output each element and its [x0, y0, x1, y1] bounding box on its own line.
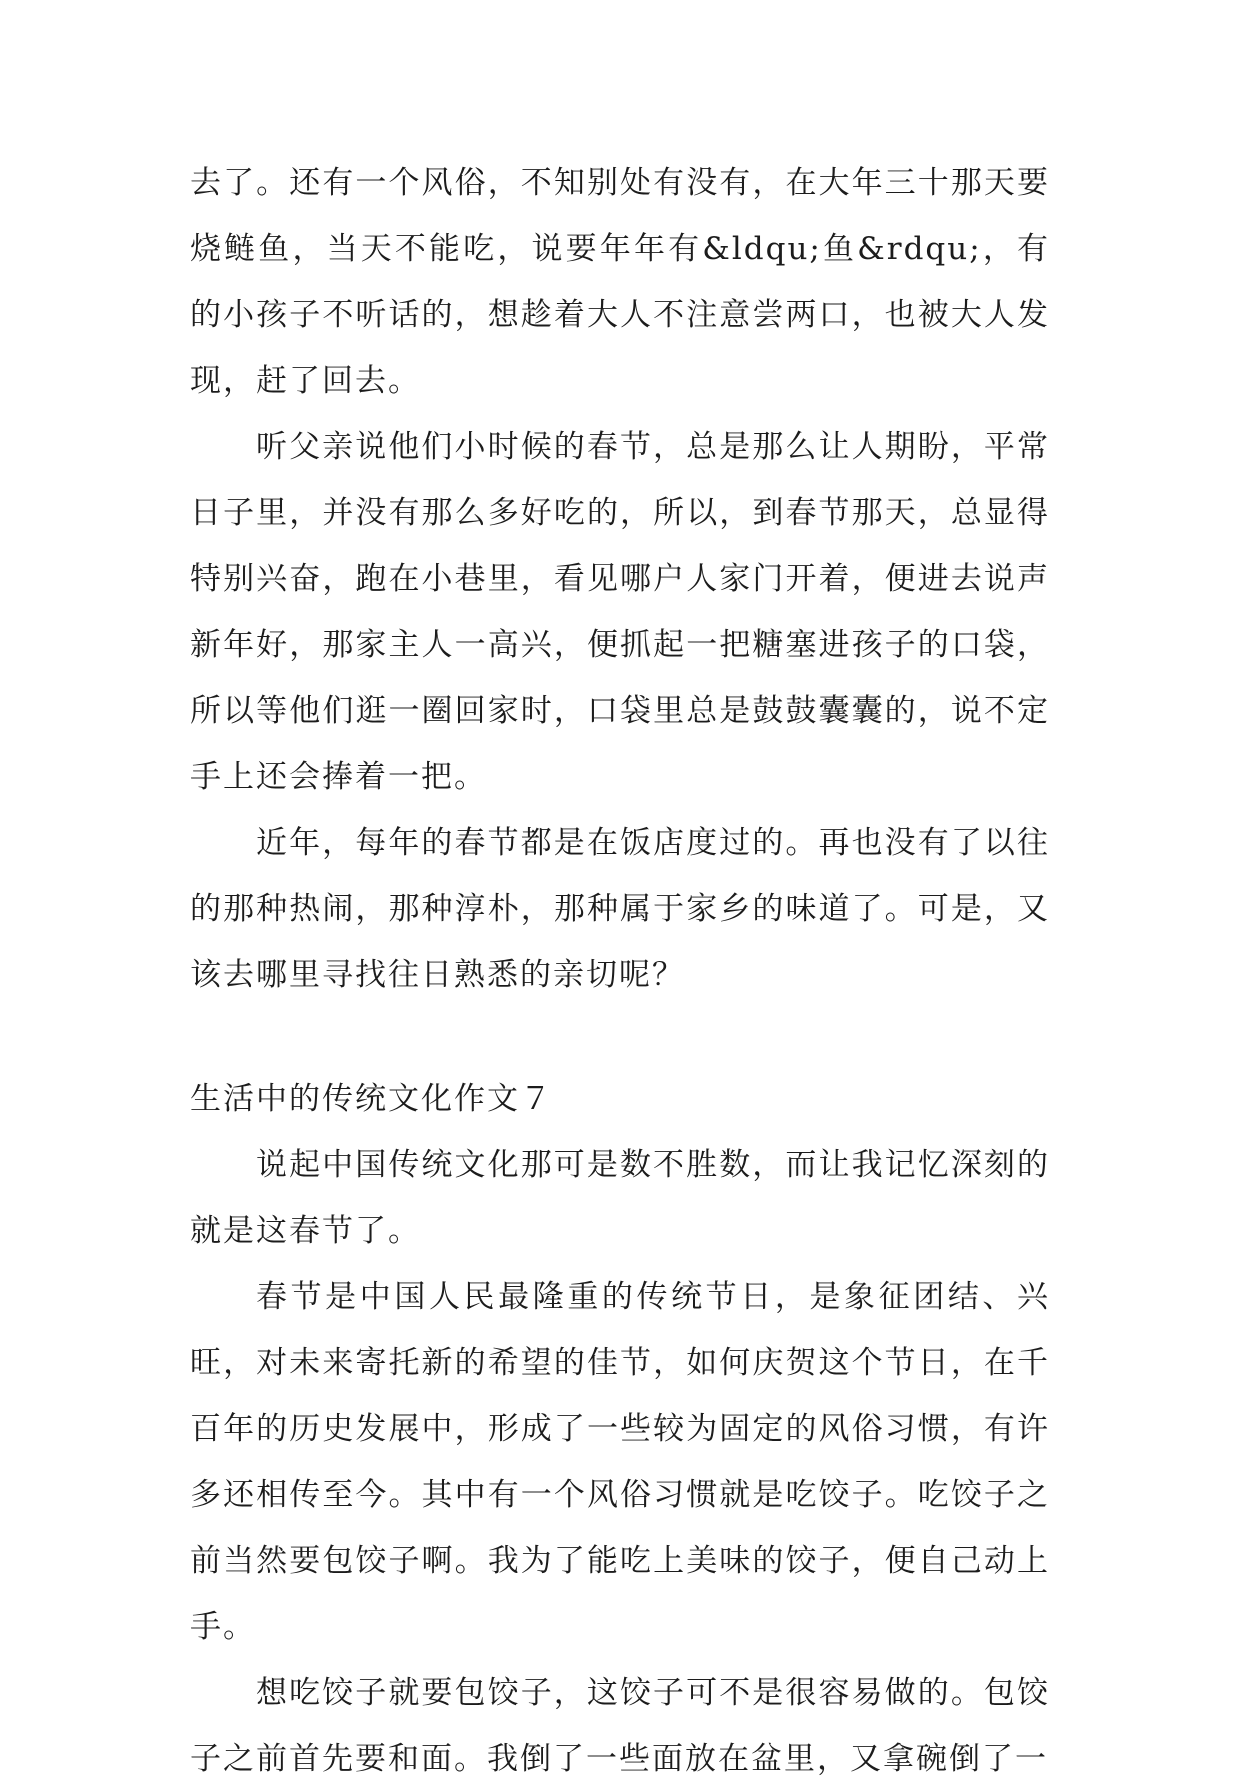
- document-body: [190, 150, 1050, 1792]
- paragraph-continued: 去了。还有一个风俗，不知别处有没有，在大年三十那天要烧鲢鱼，当天不能吃，说要年年有&ldqu;鱼&rdqu;，有的小孩子不听话的，想趁着大人不注意尝两口，也被大人发现，赶了回去。: [190, 165, 1050, 399]
- paragraph: 听父亲说他们小时候的春节，总是那么让人期盼，平常日子里，并没有那么多好吃的，所以，到春节那天，总显得特别兴奋，跑在小巷里，看见哪户人家门开着，便进去说声新年好，那家主人一高兴，便抓起一把糖塞进孩子的口袋，所以等他们逛一圈回家时，口袋里总是鼓鼓囊囊的，说不定手上还会捧着一把。: [190, 429, 1050, 795]
- paragraph: 说起中国传统文化那可是数不胜数，而让我记忆深刻的就是这春节了。: [190, 1147, 1050, 1249]
- section-title: 生活中的传统文化作文７: [190, 1081, 553, 1117]
- paragraph: 近年，每年的春节都是在饭店度过的。再也没有了以往的那种热闹，那种淳朴，那种属于家乡的味道了。可是，又该去哪里寻找往日熟悉的亲切呢？: [190, 825, 1050, 993]
- paragraph: 想吃饺子就要包饺子，这饺子可不是很容易做的。包饺子之前首先要和面。我倒了一些面放在盆里，又拿碗倒了一: [190, 1675, 1050, 1777]
- paragraph: 春节是中国人民最隆重的传统节日，是象征团结、兴旺，对未来寄托新的希望的佳节，如何庆贺这个节日，在千百年的历史发展中，形成了一些较为固定的风俗习惯，有许多还相传至今。其中有一个风俗习惯就是吃饺子。吃饺子之前当然要包饺子啊。我为了能吃上美味的饺子，便自己动上手。: [190, 1279, 1050, 1645]
